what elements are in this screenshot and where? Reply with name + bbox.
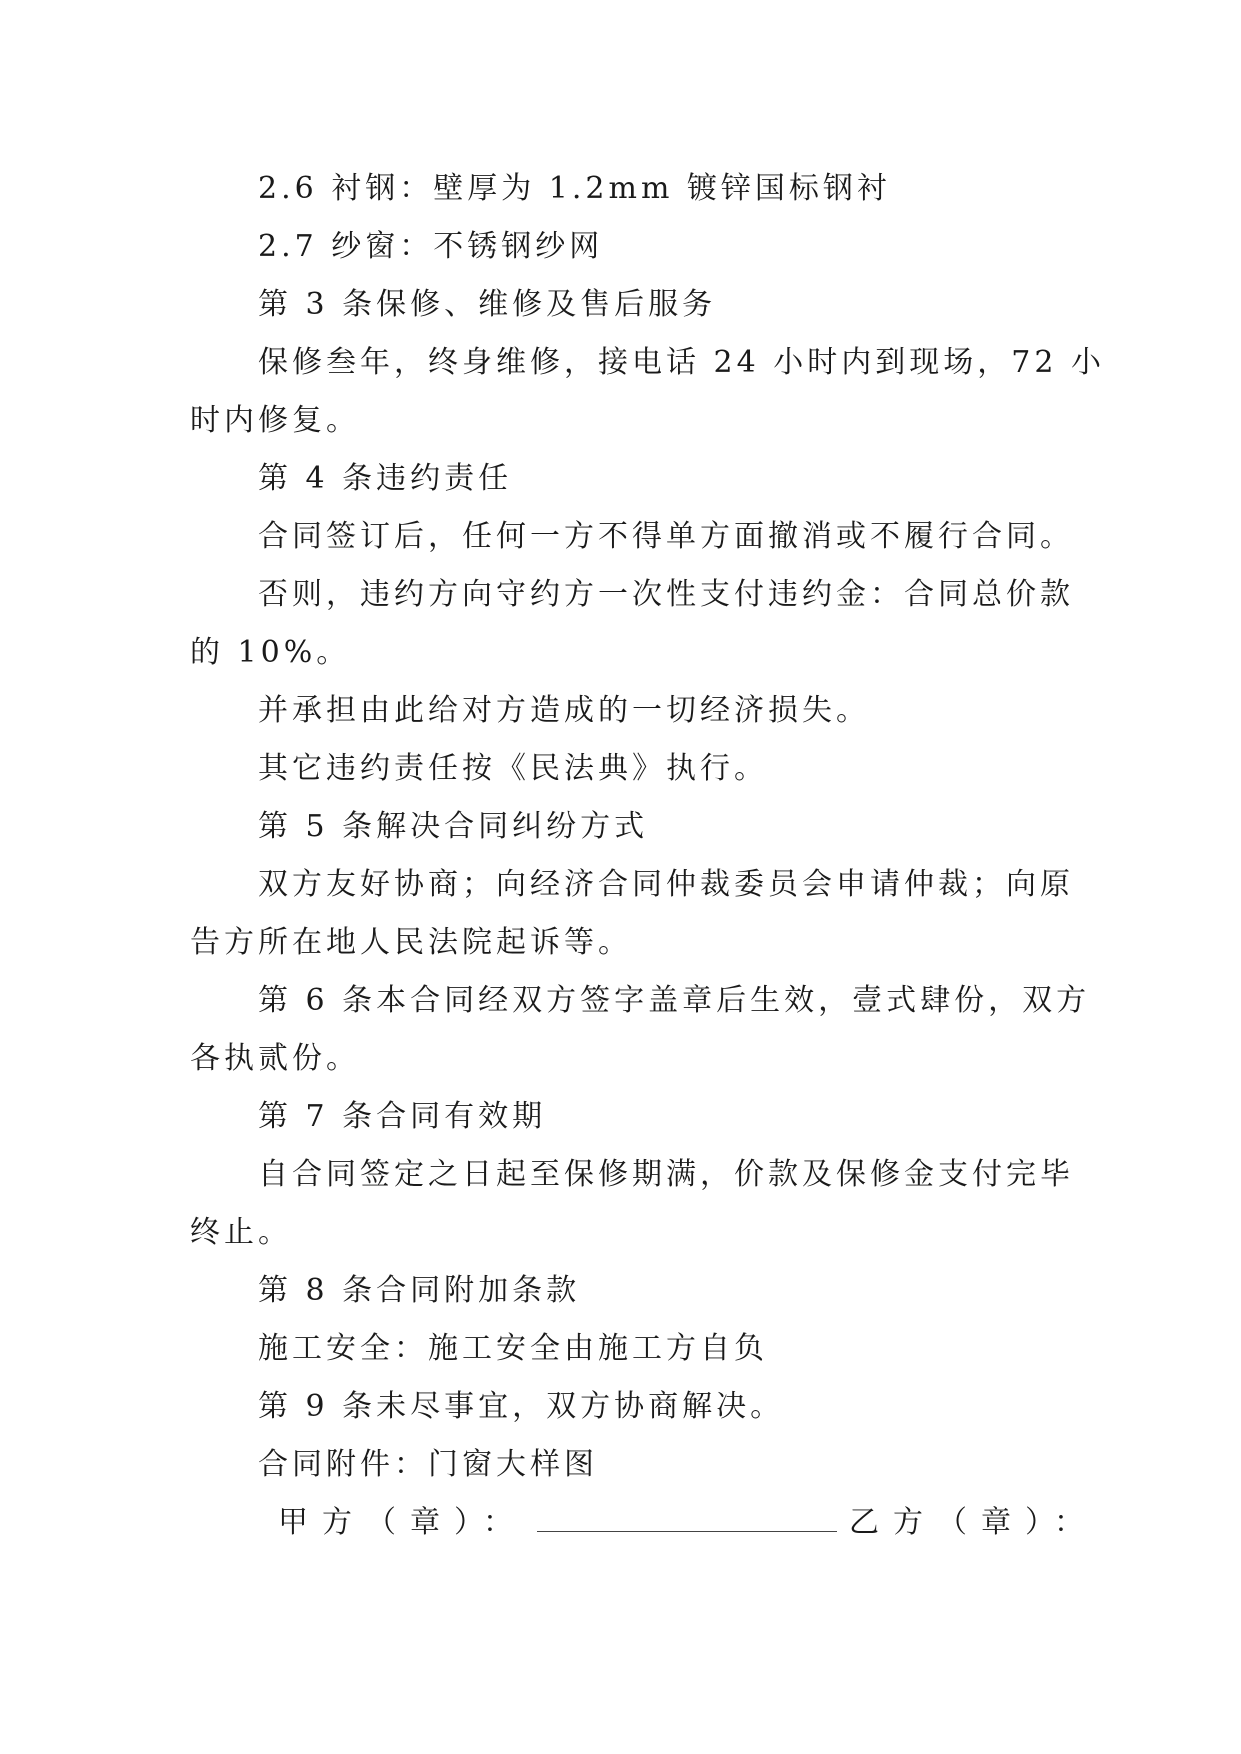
text-line: 合同附件：门窗大样图 [258, 1447, 598, 1482]
text-line: 其它违约责任按《民法典》执行。 [258, 751, 768, 786]
text-line: 合同签订后，任何一方不得单方面撤消或不履行合同。 [258, 519, 1074, 554]
text-line: 并承担由此给对方造成的一切经济损失。 [258, 693, 870, 728]
text-line: 双方友好协商；向经济合同仲裁委员会申请仲裁；向原 [258, 867, 1074, 902]
text-line: 第 3 条保修、维修及售后服务 [258, 287, 717, 322]
text-line: 第 5 条解决合同纠纷方式 [258, 809, 649, 844]
text-line: 第 6 条本合同经双方签字盖章后生效，壹式肆份，双方 [258, 983, 1091, 1018]
text-line: 第 9 条未尽事宜，双方协商解决。 [258, 1389, 785, 1424]
text-line: 2.7 纱窗：不锈钢纱网 [258, 229, 604, 264]
text-line: 第 4 条违约责任 [258, 461, 513, 496]
contract-body [190, 160, 1105, 1552]
party-b-label: 乙方（章）： [849, 1505, 1098, 1540]
text-line: 第 8 条合同附加条款 [258, 1273, 581, 1308]
text-line: 保修叁年，终身维修，接电话 24 小时内到现场，72 小 [258, 345, 1105, 380]
text-line: 的 10%。 [190, 635, 351, 670]
text-line: 告方所在地人民法院起诉等。 [190, 925, 632, 960]
party-a-label: 甲方（章）： [278, 1505, 527, 1540]
signature-line [190, 1494, 1098, 1552]
text-line: 终止。 [190, 1215, 292, 1250]
contract-text [190, 160, 1105, 1494]
text-line: 否则，违约方向守约方一次性支付违约金：合同总价款 [258, 577, 1074, 612]
text-line: 第 7 条合同有效期 [258, 1099, 547, 1134]
text-line: 各执贰份。 [190, 1041, 360, 1076]
party-a-signature-blank [537, 1501, 837, 1532]
text-line: 时内修复。 [190, 403, 360, 438]
text-line: 2.6 衬钢：壁厚为 1.2mm 镀锌国标钢衬 [258, 171, 891, 206]
text-line: 施工安全：施工安全由施工方自负 [258, 1331, 768, 1366]
text-line: 自合同签定之日起至保修期满，价款及保修金支付完毕 [258, 1157, 1074, 1192]
